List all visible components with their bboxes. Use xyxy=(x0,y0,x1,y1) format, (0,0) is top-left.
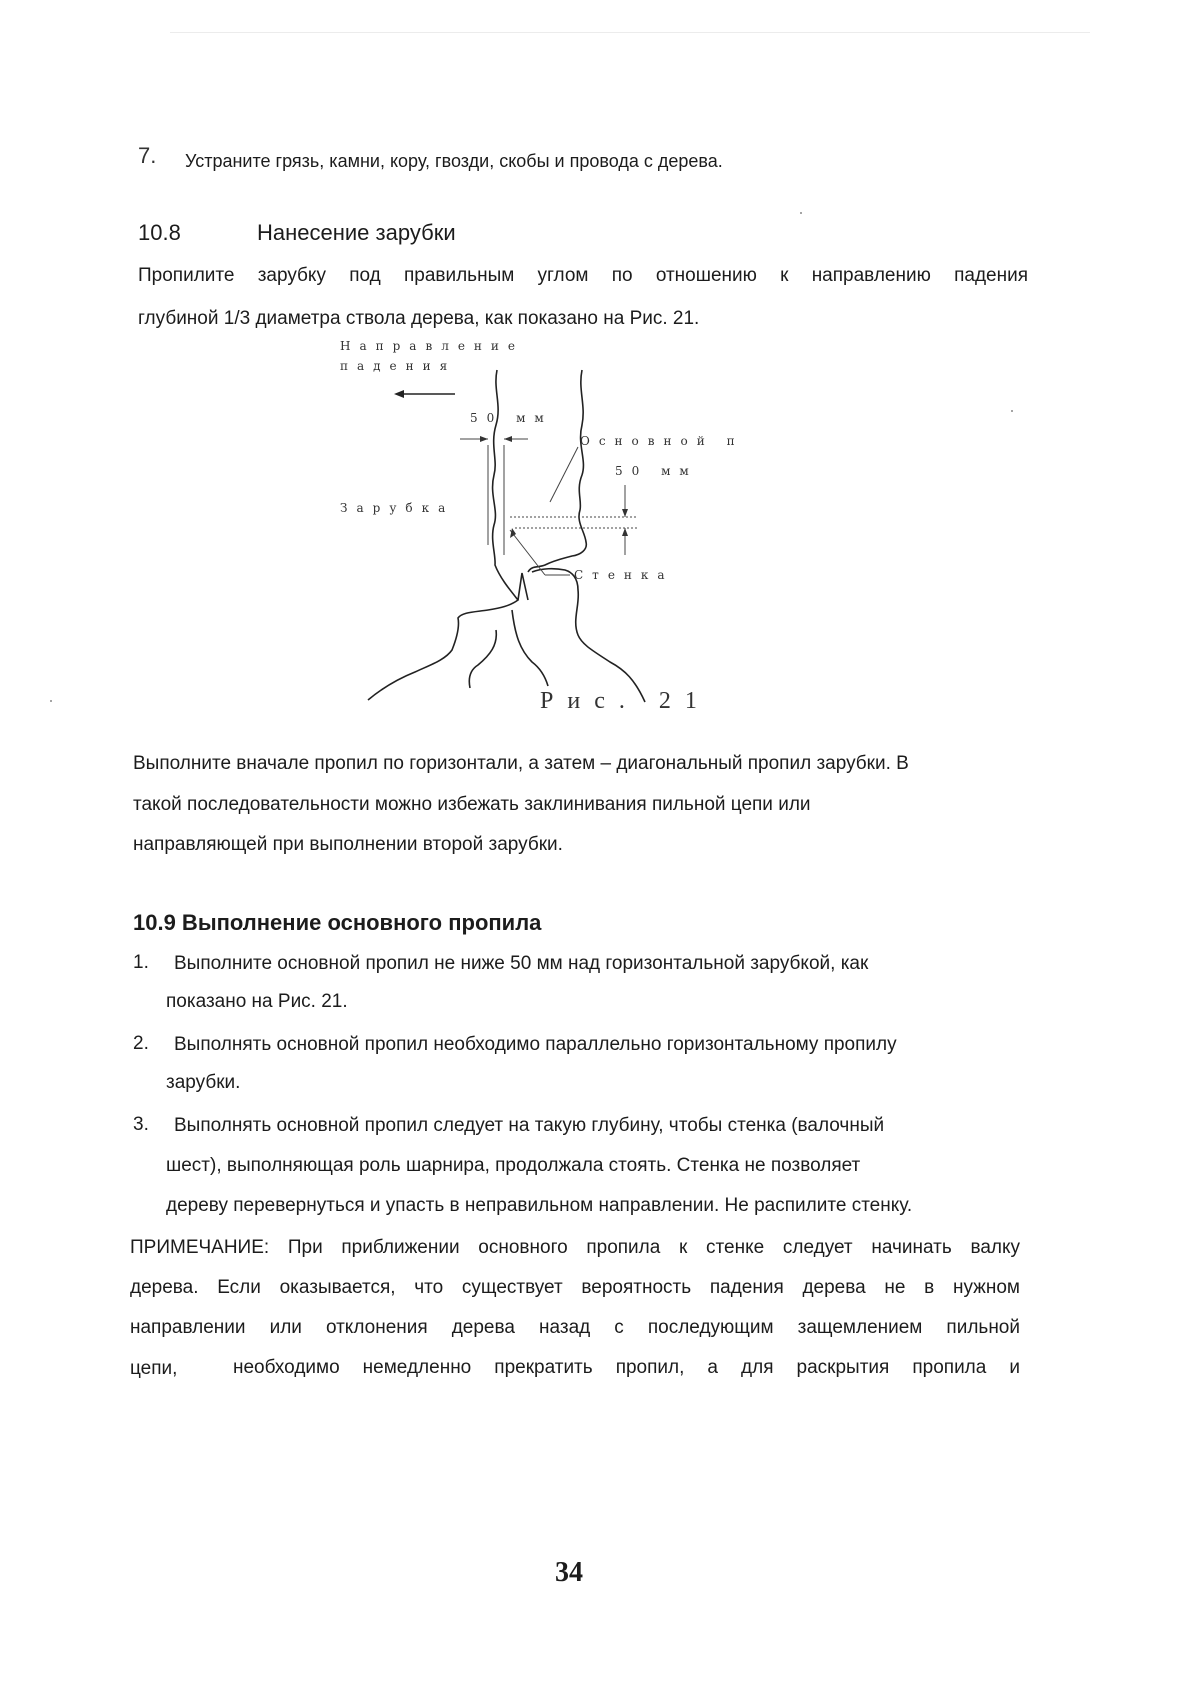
label-50mm-top: 50 мм xyxy=(470,411,553,425)
dim-top-arrowhead-left xyxy=(480,436,488,442)
fall-arrow-head xyxy=(394,390,404,398)
list-item-3-line-1: Выполнять основной пропил следует на такую глубину, чтобы стенка (валочный xyxy=(174,1115,885,1136)
note-line-1: ПРИМЕЧАНИЕ: При приближении основного пропила к стенке следует начинать валку xyxy=(130,1237,1020,1258)
scan-speck xyxy=(1011,410,1013,412)
page-number: 34 xyxy=(555,1557,583,1588)
note-line-2: дерева. Если оказывается, что существует вероятность падения дерева не в нужном xyxy=(130,1277,1020,1298)
item-7-number: 7. xyxy=(138,143,157,168)
main-cut-leader xyxy=(550,447,578,502)
label-main-cut: Основной п xyxy=(580,434,744,448)
main-cut-line xyxy=(532,569,645,702)
section-10-8-title: Нанесение зарубки xyxy=(257,220,456,245)
list-item-2-line-2: зарубки. xyxy=(166,1072,241,1093)
list-item-2-number: 2. xyxy=(133,1033,149,1054)
figure-caption: Рис. 21 xyxy=(540,688,711,714)
wall-leader xyxy=(510,530,545,575)
root-right xyxy=(512,610,548,686)
note-line-4-start: цепи, xyxy=(130,1358,178,1379)
section-10-8-line-1: Пропилите зарубку под правильным углом по отношению к направлению падения xyxy=(138,265,1028,286)
section-10-9-title: 10.9 Выполнение основного пропила xyxy=(133,910,542,935)
section-10-8-number: 10.8 xyxy=(138,220,181,245)
item-7-text: Устраните грязь, камни, кору, гвозди, скобы и провода с дерева. xyxy=(185,151,723,171)
trunk-right-edge xyxy=(528,370,586,572)
label-notch: Зарубка xyxy=(340,501,455,515)
list-item-1-line-2: показано на Рис. 21. xyxy=(166,991,348,1012)
para-after-fig-line-2: такой последовательности можно избежать заклинивания пильной цепи или xyxy=(133,794,811,815)
list-item-1-number: 1. xyxy=(133,952,149,973)
scan-edge-line xyxy=(170,32,1090,33)
scan-speck xyxy=(50,700,52,702)
list-item-2-line-1: Выполнять основной пропил необходимо параллельно горизонтальному пропилу xyxy=(174,1034,897,1055)
list-item-3-line-2: шест), выполняющая роль шарнира, продолжала стоять. Стенка не позволяет xyxy=(166,1155,861,1176)
notch-wedge xyxy=(518,573,528,600)
label-fall-direction-1: Направление xyxy=(340,339,525,353)
label-wall: Стенка xyxy=(574,568,674,582)
list-item-3-number: 3. xyxy=(133,1114,149,1135)
para-after-fig-line-1: Выполните вначале пропил по горизонтали, а затем – диагональный пропил зарубки. В xyxy=(133,753,909,774)
label-50mm-right: 50 мм xyxy=(615,464,698,478)
note-line-3: направлении или отклонения дерева назад с последующим защемлением пильной xyxy=(130,1317,1020,1338)
label-fall-direction-2: падения xyxy=(340,359,457,373)
section-10-8-line-2: глубиной 1/3 диаметра ствола дерева, как показано на Рис. 21. xyxy=(138,308,700,329)
list-item-3-line-3: дереву перевернуться и упасть в неправильном направлении. Не распилите стенку. xyxy=(166,1195,913,1216)
root-left xyxy=(469,630,496,688)
dim-top-arrowhead-right xyxy=(504,436,512,442)
para-after-fig-line-3: направляющей при выполнении второй зарубки. xyxy=(133,834,563,855)
tree-felling-diagram xyxy=(340,339,800,720)
dim-right-arrowhead-bottom xyxy=(622,528,628,536)
note-line-4-rest: необходимо немедленно прекратить пропил, а для раскрытия пропила и xyxy=(233,1357,1020,1378)
dim-right-arrowhead-top xyxy=(622,509,628,517)
list-item-1-line-1: Выполните основной пропил не ниже 50 мм над горизонтальной зарубкой, как xyxy=(174,953,869,974)
scan-speck xyxy=(800,212,802,214)
